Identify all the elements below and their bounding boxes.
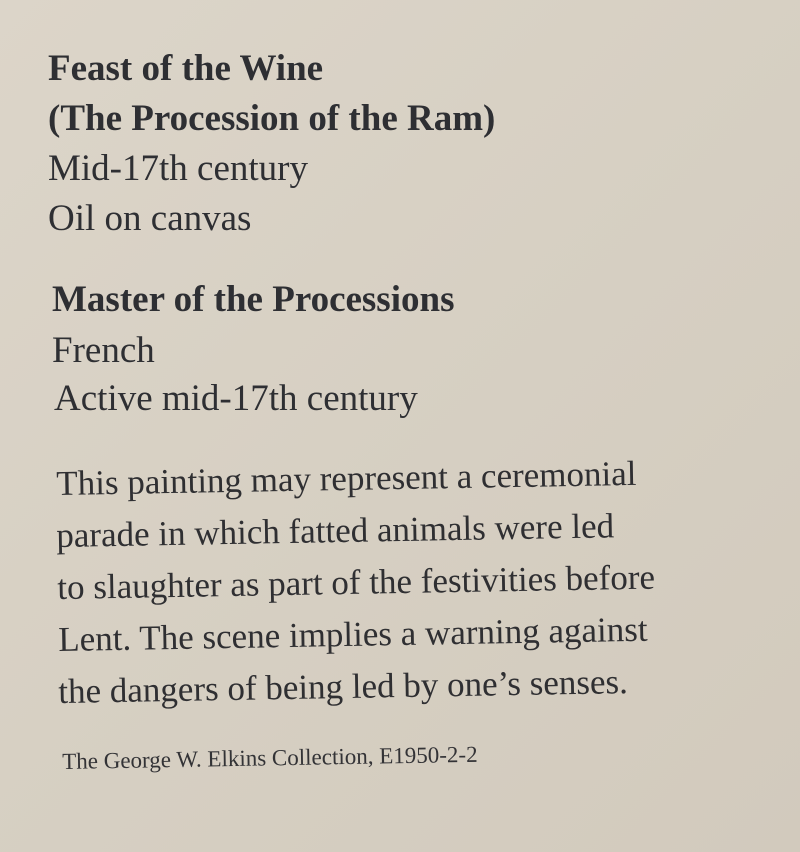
- description-line-4: Lent. The scene implies a warning against: [57, 609, 648, 659]
- artwork-title-line-2: (The Procession of the Ram): [48, 98, 496, 139]
- artist-nationality: French: [52, 330, 155, 371]
- description-line-3: to slaughter as part of the festivities before: [56, 557, 656, 607]
- artwork-medium: Oil on canvas: [48, 198, 252, 239]
- description-line-2: parade in which fatted animals were led: [55, 506, 615, 555]
- collection-credit: The George W. Elkins Collection, E1950-2-2: [61, 741, 478, 774]
- description-line-5: the dangers of being led by one’s senses.: [57, 662, 629, 711]
- description-line-1: This painting may represent a ceremonial: [55, 453, 637, 503]
- artist-name: Master of the Processions: [52, 279, 455, 320]
- artwork-title-line-1: Feast of the Wine: [48, 48, 324, 89]
- artwork-date: Mid-17th century: [48, 148, 308, 189]
- artist-active-period: Active mid-17th century: [54, 378, 418, 419]
